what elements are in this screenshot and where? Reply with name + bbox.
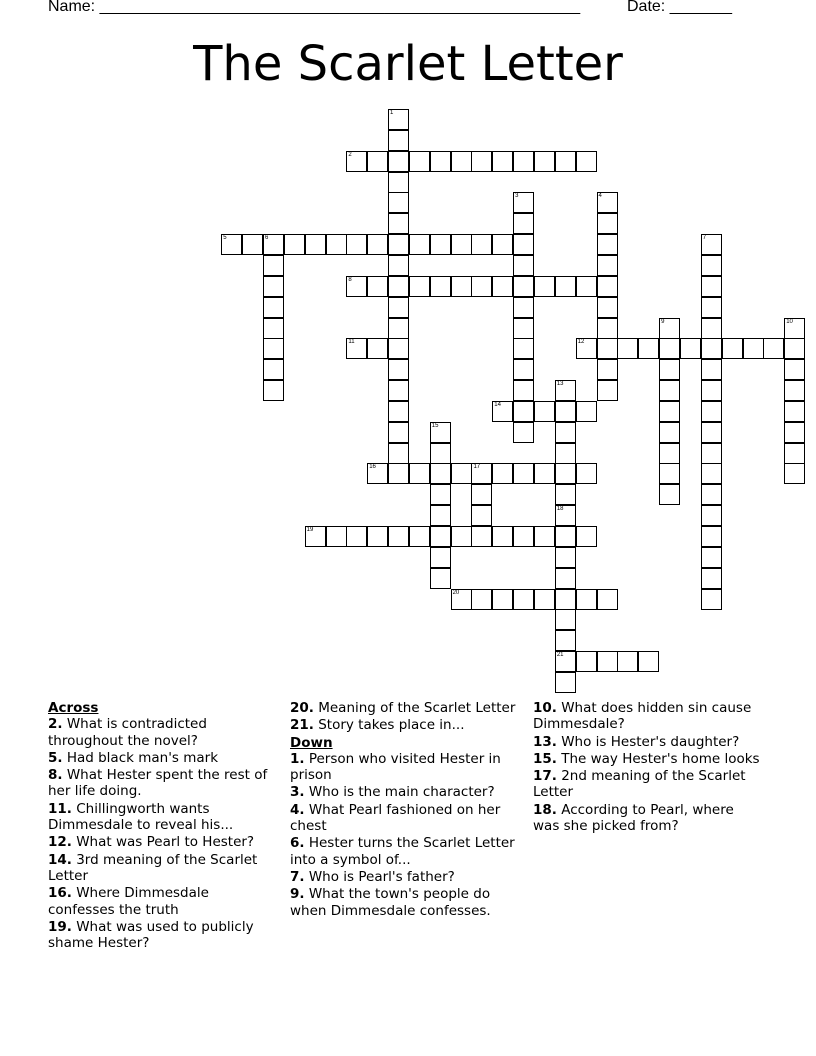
crossword-cell[interactable] <box>701 589 722 610</box>
clue-number: 17 <box>473 464 481 471</box>
crossword-cell[interactable] <box>576 401 597 422</box>
clue-item <box>48 919 278 952</box>
crossword-cell[interactable] <box>784 463 805 484</box>
crossword-cell[interactable] <box>680 338 701 359</box>
crossword-cell[interactable] <box>388 338 409 359</box>
clue-item <box>533 734 763 750</box>
crossword-cell[interactable] <box>284 234 305 255</box>
crossword-cell[interactable] <box>471 234 492 255</box>
crossword-cell[interactable] <box>492 526 513 547</box>
crossword-cell[interactable] <box>763 338 784 359</box>
clue-number: 20 <box>452 589 460 596</box>
down-heading: Down <box>290 734 333 751</box>
crossword-cell[interactable] <box>471 589 492 610</box>
crossword-cell[interactable] <box>263 276 284 297</box>
clue-item <box>48 852 278 885</box>
crossword-cell[interactable] <box>326 526 347 547</box>
clue-number: 10 <box>786 318 793 325</box>
clue-item <box>290 835 520 868</box>
crossword-cell[interactable] <box>597 192 618 213</box>
crossword-cell[interactable] <box>388 234 409 255</box>
crossword-cell[interactable] <box>430 526 451 547</box>
crossword-cell[interactable] <box>513 359 534 380</box>
crossword-cell[interactable] <box>451 526 472 547</box>
crossword-cell[interactable] <box>492 463 513 484</box>
crossword-cell[interactable] <box>471 526 492 547</box>
crossword-cell[interactable] <box>388 422 409 443</box>
crossword-cell[interactable] <box>388 526 409 547</box>
crossword-cell[interactable] <box>388 380 409 401</box>
clue-item-number: 12. <box>48 834 72 851</box>
crossword-cell[interactable] <box>513 213 534 234</box>
crossword-cell[interactable] <box>597 359 618 380</box>
clue-number: 16 <box>369 464 376 471</box>
crossword-cell[interactable] <box>430 276 451 297</box>
crossword-cell[interactable] <box>576 151 597 172</box>
crossword-cell[interactable] <box>555 568 576 589</box>
clue-number: 12 <box>577 339 585 346</box>
crossword-cell[interactable] <box>597 234 618 255</box>
clue-item-text: What Pearl fashioned on her chest <box>290 801 501 835</box>
crossword-cell[interactable] <box>701 463 722 484</box>
clue-item-text: Person who visited Hester in prison <box>290 750 501 784</box>
crossword-cell[interactable] <box>555 609 576 630</box>
clue-number: 8 <box>348 276 352 283</box>
clue-item-text: Who is Hester's daughter? <box>556 733 740 750</box>
crossword-cell[interactable] <box>263 380 284 401</box>
crossword-cell[interactable] <box>513 422 534 443</box>
crossword-cell[interactable] <box>367 276 388 297</box>
crossword-cell[interactable] <box>346 276 367 297</box>
crossword-cell[interactable] <box>597 297 618 318</box>
crossword-cell[interactable] <box>409 526 430 547</box>
crossword-cell[interactable] <box>534 151 555 172</box>
crossword-cell[interactable] <box>388 401 409 422</box>
crossword-cell[interactable] <box>576 463 597 484</box>
name-label: Name: ______________________________________________________ <box>48 0 581 15</box>
crossword-cell[interactable] <box>513 192 534 213</box>
crossword-cell[interactable] <box>659 422 680 443</box>
clue-item-text: Hester turns the Scarlet Letter into a symbol of... <box>290 835 515 868</box>
crossword-cell[interactable] <box>617 651 638 672</box>
crossword-cell[interactable] <box>513 338 534 359</box>
crossword-cell[interactable] <box>367 526 388 547</box>
clue-item-text: 2nd meaning of the Scarlet Letter <box>533 768 746 801</box>
crossword-cell[interactable] <box>388 213 409 234</box>
crossword-cell[interactable] <box>659 484 680 505</box>
crossword-cell[interactable] <box>451 151 472 172</box>
crossword-cell[interactable] <box>388 276 409 297</box>
clue-item-text: The way Hester's home looks <box>556 750 760 767</box>
clue-item-text: What the town's people do when Dimmesdale confesses. <box>290 886 491 919</box>
crossword-cell[interactable] <box>555 443 576 464</box>
crossword-cell[interactable] <box>409 276 430 297</box>
clue-item-text: Who is the main character? <box>304 784 495 801</box>
crossword-cell[interactable] <box>263 255 284 276</box>
clue-item-number: 11. <box>48 800 72 817</box>
crossword-cell[interactable] <box>326 234 347 255</box>
clue-number: 21 <box>556 652 564 659</box>
crossword-cell[interactable] <box>701 505 722 526</box>
crossword-cell[interactable] <box>659 401 680 422</box>
crossword-cell[interactable] <box>784 380 805 401</box>
clue-item-number: 16. <box>48 885 72 902</box>
crossword-cell[interactable] <box>617 338 638 359</box>
clue-item <box>48 801 278 834</box>
clue-item <box>290 717 520 733</box>
crossword-cell[interactable] <box>367 234 388 255</box>
clue-number: 19 <box>306 527 314 533</box>
crossword-cell[interactable] <box>722 338 743 359</box>
crossword-cell[interactable] <box>492 234 513 255</box>
crossword-cell[interactable] <box>597 276 618 297</box>
clue-item <box>290 802 520 835</box>
clue-item-text: What Hester spent the rest of her life doing. <box>48 767 268 800</box>
clue-item <box>48 716 278 749</box>
crossword-cell[interactable] <box>471 463 492 484</box>
crossword-cell[interactable] <box>388 318 409 339</box>
clue-item <box>290 784 520 800</box>
clue-number: 7 <box>702 235 707 242</box>
clue-number: 18 <box>556 506 564 513</box>
clue-item-number: 9. <box>290 886 305 903</box>
crossword-cell[interactable] <box>221 234 242 255</box>
clue-item <box>290 869 520 885</box>
crossword-cell[interactable] <box>513 234 534 255</box>
crossword-cell[interactable] <box>701 297 722 318</box>
crossword-cell[interactable] <box>659 359 680 380</box>
clue-item-text: What is contradicted throughout the novel? <box>48 716 207 749</box>
crossword-cell[interactable] <box>555 401 576 422</box>
crossword-cell[interactable] <box>784 359 805 380</box>
crossword-cell[interactable] <box>430 422 451 443</box>
clue-item <box>533 802 763 835</box>
crossword-cell[interactable] <box>555 526 576 547</box>
crossword-cell[interactable] <box>597 651 618 672</box>
crossword-cell[interactable] <box>388 297 409 318</box>
crossword-cell[interactable] <box>555 380 576 401</box>
crossword-cell[interactable] <box>784 443 805 464</box>
crossword-cell[interactable] <box>597 338 618 359</box>
clue-item-text: What was Pearl to Hester? <box>71 834 255 851</box>
crossword-cell[interactable] <box>513 589 534 610</box>
clue-item-text: According to Pearl, where was she picked from? <box>533 801 734 835</box>
clue-number: 14 <box>494 401 501 408</box>
clue-number: 5 <box>223 235 227 242</box>
crossword-cell[interactable] <box>597 318 618 339</box>
clue-item <box>48 750 278 766</box>
crossword-cell[interactable] <box>367 338 388 359</box>
crossword-cell[interactable] <box>388 255 409 276</box>
worksheet-header <box>0 0 816 22</box>
crossword-cell[interactable] <box>430 443 451 464</box>
crossword-cell[interactable] <box>701 401 722 422</box>
crossword-cell[interactable] <box>513 401 534 422</box>
clue-item-number: 8. <box>48 767 63 784</box>
crossword-cell[interactable] <box>430 547 451 568</box>
clue-item-number: 15. <box>533 750 557 767</box>
crossword-cell[interactable] <box>513 276 534 297</box>
crossword-cell[interactable] <box>451 234 472 255</box>
crossword-cell[interactable] <box>555 651 576 672</box>
crossword-cell[interactable] <box>576 589 597 610</box>
crossword-cell[interactable] <box>701 338 722 359</box>
clue-item-number: 14. <box>48 851 72 868</box>
crossword-cell[interactable] <box>513 380 534 401</box>
crossword-cell[interactable] <box>555 547 576 568</box>
clue-item-text: Who is Pearl's father? <box>304 868 455 885</box>
crossword-cell[interactable] <box>597 255 618 276</box>
crossword-cell[interactable] <box>409 463 430 484</box>
date-label: Date: _______ <box>627 0 732 15</box>
crossword-cell[interactable] <box>346 526 367 547</box>
crossword-cell[interactable] <box>597 380 618 401</box>
crossword-cell[interactable] <box>638 338 659 359</box>
crossword-cell[interactable] <box>576 526 597 547</box>
crossword-cell[interactable] <box>659 463 680 484</box>
crossword-cell[interactable] <box>701 276 722 297</box>
crossword-cell[interactable] <box>471 505 492 526</box>
crossword-cell[interactable] <box>555 484 576 505</box>
clue-number: 9 <box>661 318 665 325</box>
crossword-cell[interactable] <box>409 234 430 255</box>
crossword-cell[interactable] <box>784 422 805 443</box>
clue-item-number: 20. <box>290 700 314 716</box>
clue-item-text: What does hidden sin cause Dimmesdale? <box>533 700 752 733</box>
clue-item-text: What was used to publicly shame Hester? <box>48 918 254 952</box>
crossword-cell[interactable] <box>576 651 597 672</box>
clue-item-text: Story takes place in... <box>313 717 465 734</box>
clue-item <box>290 751 520 784</box>
clue-column-2 <box>290 700 520 920</box>
clue-item-number: 6. <box>290 835 305 852</box>
clue-item <box>48 885 278 918</box>
crossword-cell[interactable] <box>701 359 722 380</box>
crossword-cell[interactable] <box>784 401 805 422</box>
crossword-cell[interactable] <box>701 255 722 276</box>
crossword-cell[interactable] <box>555 630 576 651</box>
crossword-cell[interactable] <box>346 338 367 359</box>
crossword-cell[interactable] <box>388 151 409 172</box>
clue-item-text: Meaning of the Scarlet Letter <box>313 700 516 716</box>
crossword-cell[interactable] <box>388 443 409 464</box>
clue-item-number: 19. <box>48 918 72 935</box>
crossword-cell[interactable] <box>430 505 451 526</box>
crossword-cell[interactable] <box>492 276 513 297</box>
clue-number: 2 <box>348 151 352 158</box>
crossword-cell[interactable] <box>513 297 534 318</box>
crossword-cell[interactable] <box>534 401 555 422</box>
clue-item <box>48 767 278 800</box>
crossword-cell[interactable] <box>597 589 618 610</box>
clue-item-number: 2. <box>48 716 63 733</box>
clue-item <box>533 768 763 801</box>
crossword-cell[interactable] <box>784 338 805 359</box>
crossword-cell[interactable] <box>555 505 576 526</box>
crossword-cell[interactable] <box>534 276 555 297</box>
crossword-cell[interactable] <box>701 234 722 255</box>
crossword-cell[interactable] <box>242 234 263 255</box>
crossword-cell[interactable] <box>388 172 409 193</box>
crossword-cell[interactable] <box>555 589 576 610</box>
crossword-cell[interactable] <box>513 526 534 547</box>
crossword-cell[interactable] <box>701 380 722 401</box>
clue-item <box>533 700 763 733</box>
crossword-cell[interactable] <box>388 130 409 151</box>
page-title: The Scarlet Letter <box>193 36 623 92</box>
crossword-cell[interactable] <box>576 338 597 359</box>
crossword-cell[interactable] <box>263 297 284 318</box>
crossword-cell[interactable] <box>555 151 576 172</box>
crossword-cell[interactable] <box>305 526 326 547</box>
crossword-cell[interactable] <box>513 255 534 276</box>
crossword-cell[interactable] <box>451 589 472 610</box>
crossword-cell[interactable] <box>555 276 576 297</box>
crossword-cell[interactable] <box>346 151 367 172</box>
crossword-cell[interactable] <box>430 234 451 255</box>
crossword-cell[interactable] <box>701 568 722 589</box>
clue-number: 6 <box>264 235 269 242</box>
clue-item-number: 5. <box>48 749 63 766</box>
crossword-cell[interactable] <box>430 151 451 172</box>
clue-item-text: 3rd meaning of the Scarlet Letter <box>48 851 258 884</box>
crossword-cell[interactable] <box>388 359 409 380</box>
crossword-cell[interactable] <box>576 276 597 297</box>
crossword-cell[interactable] <box>367 151 388 172</box>
crossword-cell[interactable] <box>534 463 555 484</box>
clue-item-text: Where Dimmesdale confesses the truth <box>48 885 209 918</box>
clue-item-number: 4. <box>290 801 305 818</box>
crossword-cell[interactable] <box>451 276 472 297</box>
crossword-cell[interactable] <box>471 484 492 505</box>
crossword-cell[interactable] <box>534 526 555 547</box>
crossword-cell[interactable] <box>492 589 513 610</box>
clue-item <box>533 751 763 767</box>
crossword-cell[interactable] <box>492 401 513 422</box>
crossword-cell[interactable] <box>701 422 722 443</box>
clue-number: 13 <box>556 381 564 388</box>
clue-item <box>48 834 278 850</box>
crossword-cell[interactable] <box>701 443 722 464</box>
crossword-cell[interactable] <box>263 359 284 380</box>
clue-item-text: Had black man's mark <box>62 749 219 766</box>
clue-item-text: Chillingworth wants Dimmesdale to reveal his... <box>48 800 234 834</box>
clue-item-number: 21. <box>290 717 314 734</box>
crossword-cell[interactable] <box>513 318 534 339</box>
crossword-cell[interactable] <box>430 463 451 484</box>
clue-number: 11 <box>348 339 355 346</box>
crossword-cell[interactable] <box>430 484 451 505</box>
clue-number: 15 <box>431 422 439 429</box>
crossword-cell[interactable] <box>388 109 409 130</box>
clue-number: 3 <box>515 193 519 200</box>
crossword-cell[interactable] <box>430 568 451 589</box>
crossword-cell[interactable] <box>513 463 534 484</box>
crossword-cell[interactable] <box>534 589 555 610</box>
crossword-cell[interactable] <box>367 463 388 484</box>
crossword-cell[interactable] <box>263 234 284 255</box>
crossword-cell[interactable] <box>784 318 805 339</box>
crossword-cell[interactable] <box>451 463 472 484</box>
clue-number: 1 <box>390 110 394 116</box>
crossword-cell[interactable] <box>743 338 764 359</box>
clue-item-number: 7. <box>290 868 305 885</box>
across-heading: Across <box>48 700 99 716</box>
crossword-cell[interactable] <box>388 463 409 484</box>
clue-column-1 <box>48 700 278 952</box>
crossword-cell[interactable] <box>555 422 576 443</box>
clue-item-number: 3. <box>290 784 305 801</box>
clue-item <box>290 700 520 716</box>
crossword-cell[interactable] <box>471 276 492 297</box>
crossword-cell[interactable] <box>701 547 722 568</box>
crossword-cell[interactable] <box>346 234 367 255</box>
crossword-cell[interactable] <box>388 192 409 213</box>
crossword-cell[interactable] <box>513 151 534 172</box>
clue-item-number: 1. <box>290 750 305 767</box>
crossword-cell[interactable] <box>409 151 430 172</box>
crossword-cell[interactable] <box>701 484 722 505</box>
clue-item-number: 13. <box>533 733 557 750</box>
clue-item-number: 18. <box>533 801 557 818</box>
crossword-cell[interactable] <box>659 380 680 401</box>
clue-column-3 <box>533 700 763 835</box>
crossword-cell[interactable] <box>638 651 659 672</box>
crossword-cell[interactable] <box>471 151 492 172</box>
crossword-cell[interactable] <box>701 318 722 339</box>
crossword-cell[interactable] <box>492 151 513 172</box>
crossword-cell[interactable] <box>701 526 722 547</box>
crossword-cell[interactable] <box>555 672 576 693</box>
crossword-cell[interactable] <box>555 463 576 484</box>
crossword-cell[interactable] <box>659 443 680 464</box>
crossword-cell[interactable] <box>659 338 680 359</box>
clue-item-number: 17. <box>533 768 557 785</box>
crossword-cell[interactable] <box>263 318 284 339</box>
crossword-cell[interactable] <box>659 318 680 339</box>
crossword-cell[interactable] <box>263 338 284 359</box>
clue-item <box>290 886 520 919</box>
crossword-cell[interactable] <box>597 213 618 234</box>
crossword-cell[interactable] <box>305 234 326 255</box>
clue-item-number: 10. <box>533 700 557 716</box>
clue-number: 4 <box>598 193 602 200</box>
